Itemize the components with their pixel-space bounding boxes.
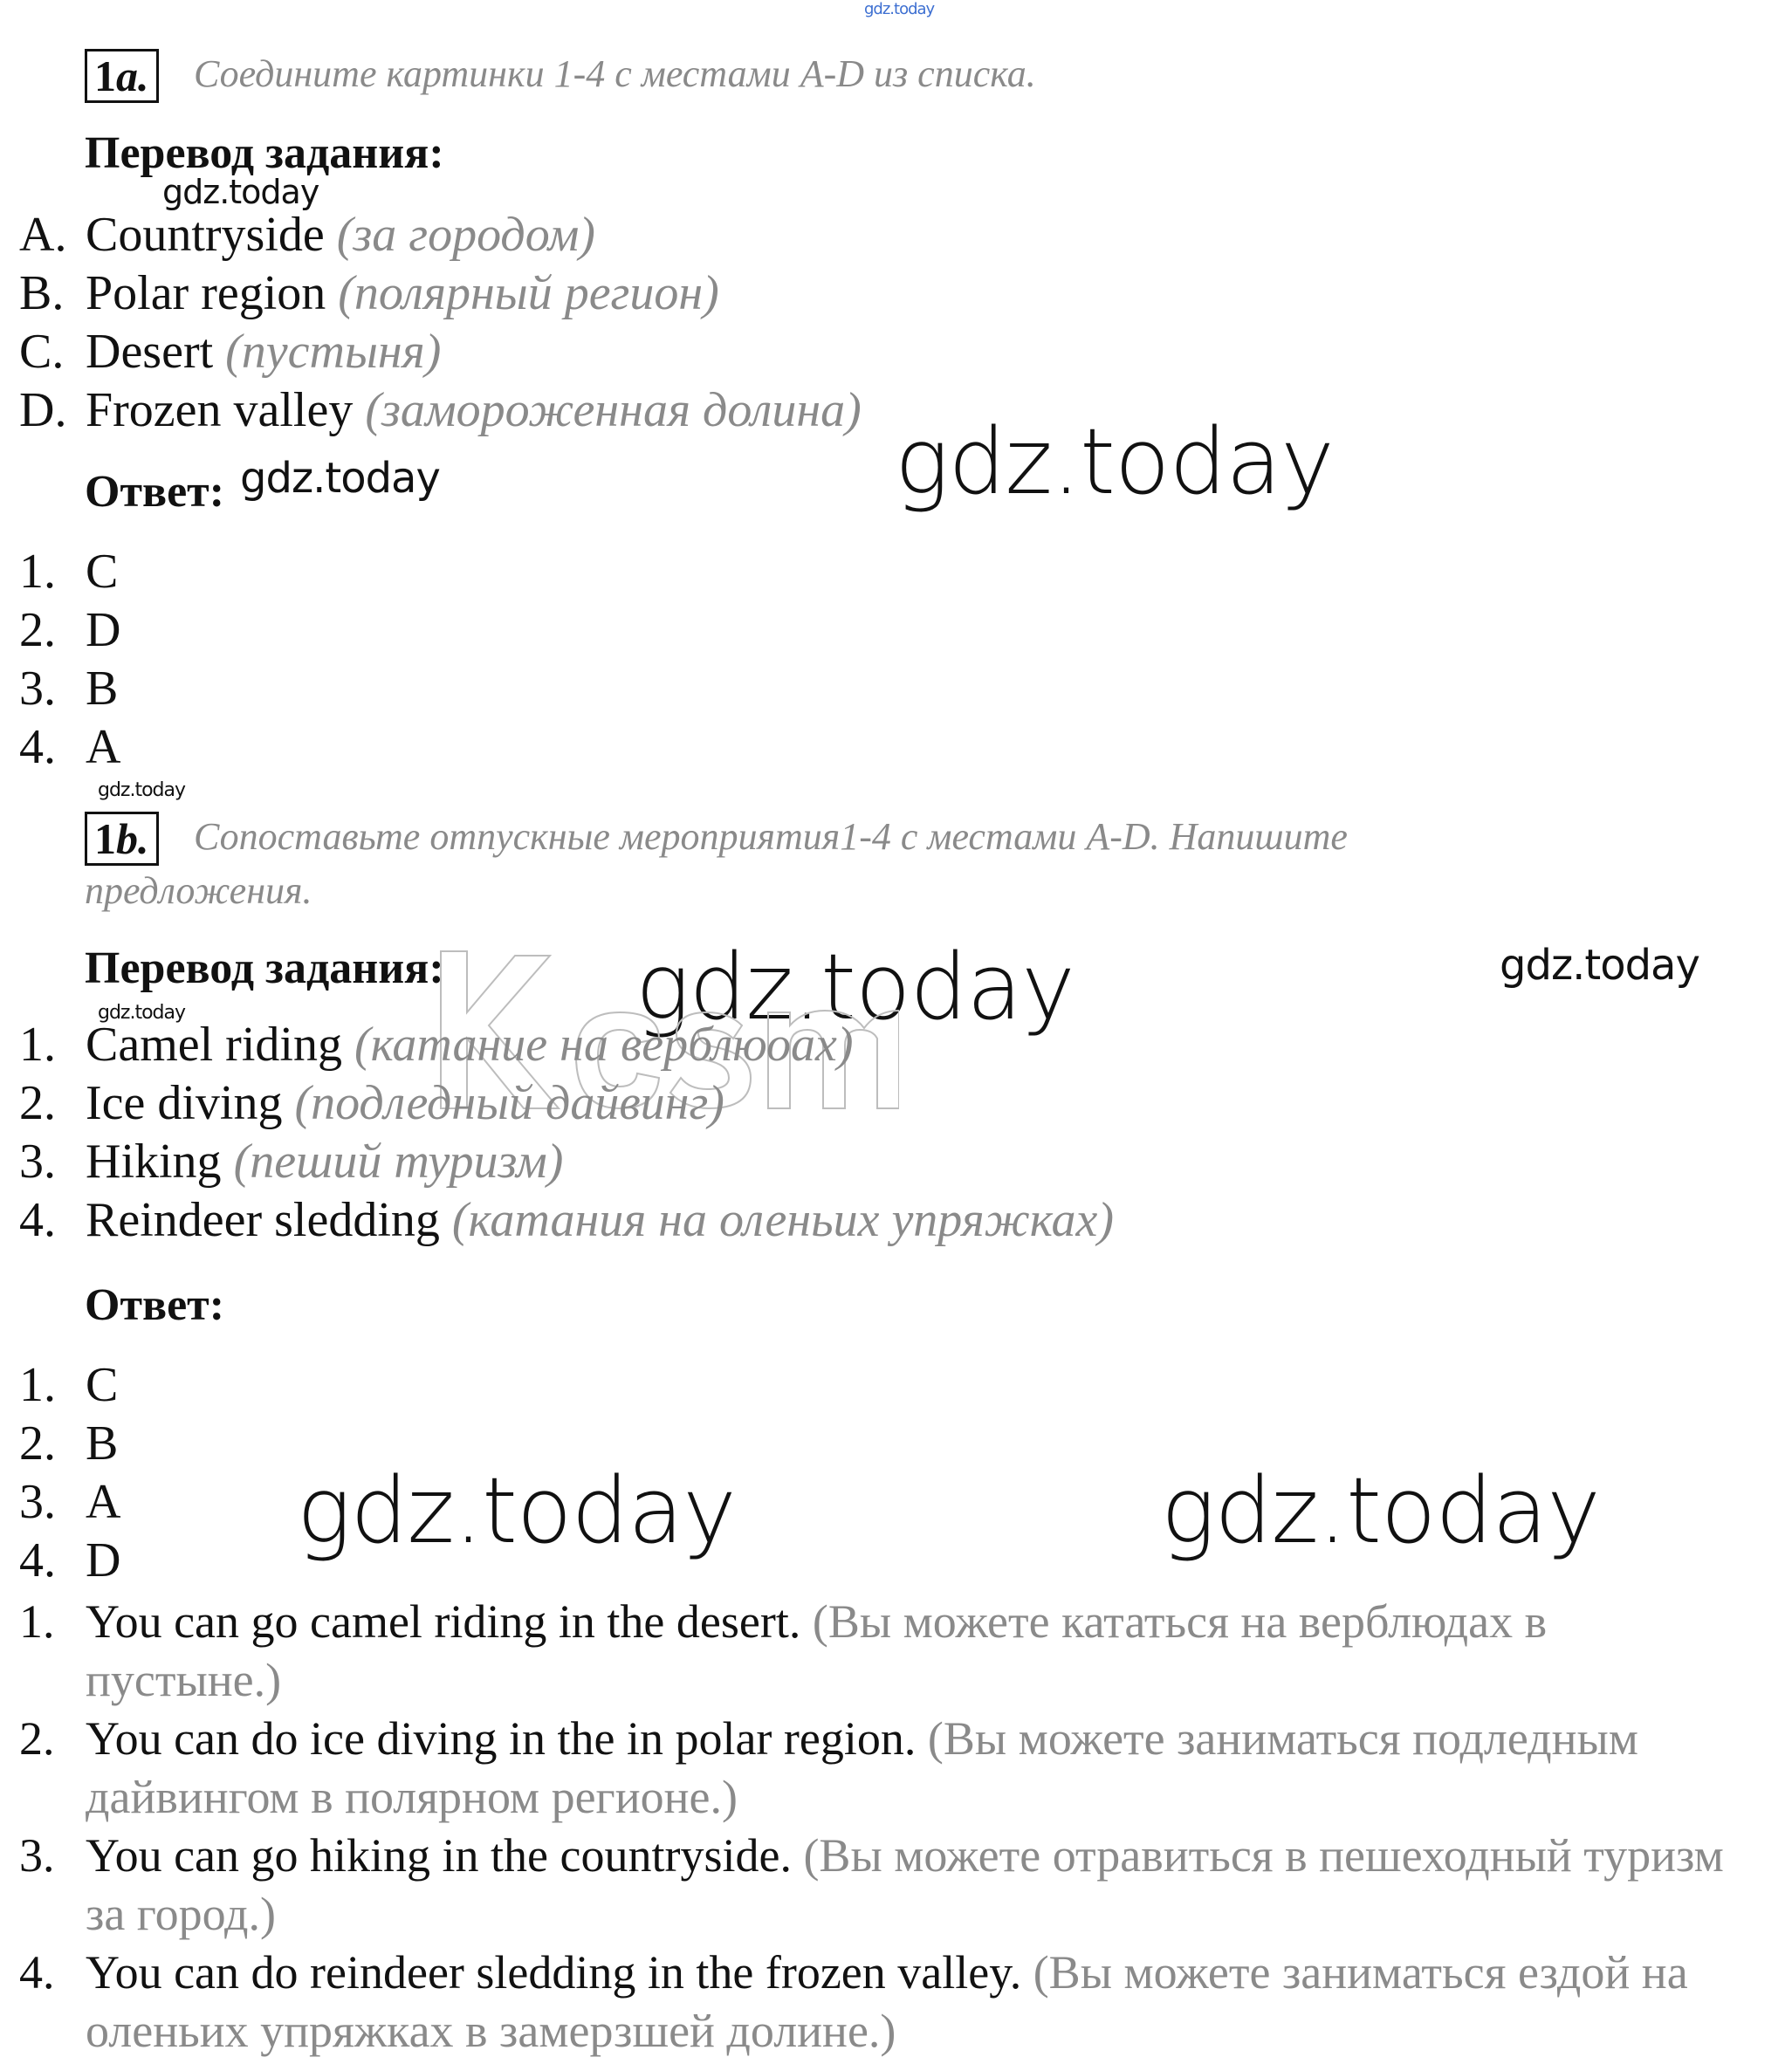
task-1a-instruction: Соедините картинки 1-4 с местами A-D из списка. [194,52,1036,95]
list-item-1b-4: 4. Reindeer sledding (катания на оленьих упряжках) [19,1193,1114,1247]
list-item-1b-3: 3. Hiking (пеший туризм) [19,1135,564,1189]
answer-1a-3: 3. B [19,662,119,716]
list-item-1a-A: A. Countryside (за городом) [19,208,595,262]
task-1b-answer-heading: Ответ: [85,1280,225,1330]
sentence-3: 3. You can go hiking in the countryside. (Вы можете отравиться в пешеходный туризм за город.) [19,1829,1724,1940]
answer-1b-4: 4. D [19,1533,121,1587]
watermark-7: gdz.today [98,1002,186,1024]
answer-1b-1: 1. C [19,1358,119,1412]
answer-1b-2: 2. B [19,1416,119,1471]
sentence-1: 1. You can go camel riding in the desert. (Вы можете кататься на верблюдах в пустыне.) [19,1595,1548,1706]
task-1b-label-letter: b. [116,814,149,863]
list-item-1a-B: B. Polar region (полярный регион) [19,266,719,320]
watermark-5: gdz.today [635,934,1075,1040]
task-1a-label-num: 1 [94,51,116,100]
watermark-9: gdz.today [1161,1457,1600,1564]
answer-1a-1: 1. C [19,545,119,599]
watermark-3: gdz.today [240,454,440,503]
watermark-6: gdz.today [1500,941,1699,990]
watermark-1: gdz.today [162,173,319,211]
task-1b-label [85,812,159,866]
list-item-1a-C: C. Desert (пустыня) [19,325,442,379]
task-1b-label-num: 1 [94,814,116,863]
sentence-4: 4. You can do reindeer sledding in the frozen valley. (Вы можете заниматься ездой на оленьих упряжках в замерзшей долине.) [19,1946,1688,2057]
task-1a-translation-heading: Перевод задания: [85,128,444,178]
task-1b-instruction-line1: Сопоставьте отпускные мероприятия1-4 с местами A-D. Напишите [194,815,1348,858]
task-1b-instruction-line2: предложения. [85,869,312,912]
answer-1b-3: 3. A [19,1475,121,1529]
watermark-8: gdz.today [297,1457,736,1564]
sentence-2: 2. You can do ice diving in the in polar region. (Вы можете заниматься подледным дайвингом в полярном регионе.) [19,1712,1638,1823]
task-1a-label [85,49,159,103]
list-item-1b-2: 2. Ice diving (подледный дайвинг) [19,1076,724,1130]
task-1a-label-letter: a. [116,51,149,100]
answer-1a-2: 2. D [19,603,121,657]
watermark-top: gdz.today [864,0,935,18]
watermark-4: gdz.today [98,779,186,801]
list-item-1a-D: D. Frozen valley (замороженная долина) [19,383,862,437]
list-item-1b-1: 1. Camel riding (катание на верблюоах) [19,1018,854,1072]
task-1b-translation-heading: Перевод задания: [85,943,444,993]
answer-1a-4: 4. A [19,720,121,774]
watermark-2: gdz.today [895,408,1334,515]
task-1a-answer-heading: Ответ: [85,467,225,517]
